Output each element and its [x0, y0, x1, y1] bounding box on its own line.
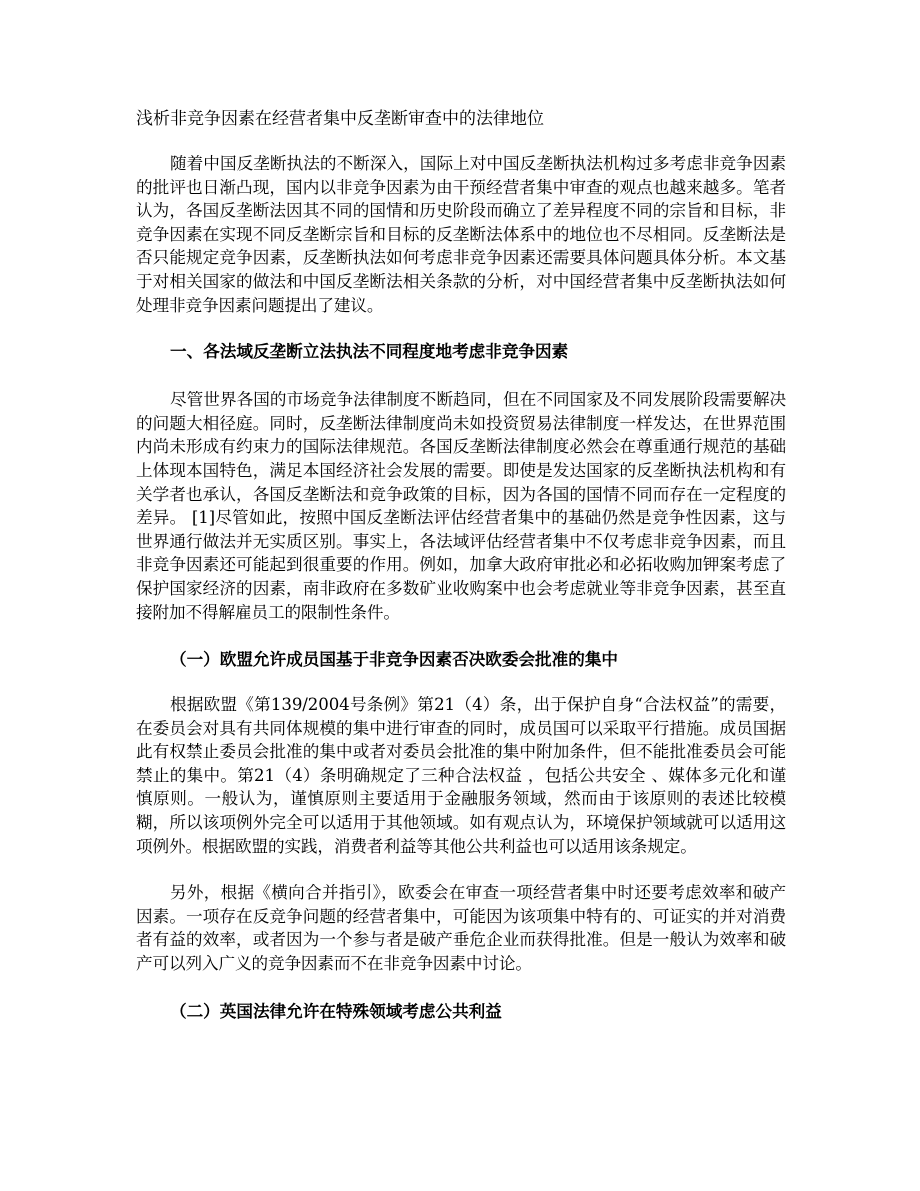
- subsection-1-paragraph-1: 根据欧盟《第139/2004号条例》第21（4）条，出于保护自身“合法权益”的需要，在委员会对具有共同体规模的集中进行审查的同时，成员国可以采取平行措施。成员国据此有权禁止委员会批准的集中或者对委员会批准的集中附加条件，但不能批准委员会可能禁止的集中。第21（4）条明确规定了三种合法权益 ，包括公共安全 、媒体多元化和谨慎原则。一般认为，谨慎原则主要适用于金融服务领域，然而由于该原则的表述比较模糊，所以该项例外完全可以适用于其他领域。如有观点认为，环境保护领域就可以适用这项例外。根据欧盟的实践，消费者利益等其他公共利益也可以适用该条规定。: [136, 695, 786, 856]
- subsection-1-heading: （一）欧盟允许成员国基于非竞争因素否决欧委会批准的集中: [170, 649, 619, 670]
- section-1-heading: 一、各法域反垄断立法执法不同程度地考虑非竞争因素: [170, 342, 569, 362]
- section-1-paragraph: 尽管世界各国的市场竞争法律制度不断趋同，但在不同国家及不同发展阶段需要解决的问题大相径庭。同时，反垄断法律制度尚未如投资贸易法律制度一样发达，在世界范围内尚未形成有约束力的国际法律规范。各国反垄断法律制度必然会在尊重通行规范的基础上体现本国特色，满足本国经济社会发展的需要。即使是发达国家的反垄断执法机构和有关学者也承认，各国反垄断法和竞争政策的目标，因为各国的国情不同而存在一定程度的差异。 [1]尽管如此，按照中国反垄断法评估经营者集中的基础仍然是竞争性因素，这与世界通行做法并无实质区别。事实上，各法域评估经营者集中不仅考虑非竞争因素，而且非竞争因素还可能起到很重要的作用。例如，加拿大政府审批必和必拓收购加钾案考虑了保护国家经济的因素，南非政府在多数矿业收购案中也会考虑就业等非竞争因素，甚至直接附加不得解雇员工的限制性条件。: [136, 390, 786, 622]
- document-title: 浅析非竞争因素在经营者集中反垄断审查中的法律地位: [136, 109, 544, 129]
- subsection-2-heading: （二）英国法律允许在特殊领域考虑公共利益: [170, 1000, 502, 1021]
- subsection-1-paragraph-2: 另外，根据《横向合并指引》，欧委会在审查一项经营者集中时还要考虑效率和破产因素。一项存在反竞争问题的经营者集中，可能因为该项集中特有的、可证实的并对消费者有益的效率，或者因为一个参与者是破产垂危企业而获得批准。但是一般认为效率和破产可以列入广义的竞争因素而不在非竞争因素中讨论。: [136, 883, 786, 974]
- intro-paragraph: 随着中国反垄断执法的不断深入，国际上对中国反垄断执法机构过多考虑非竞争因素的批评也日渐凸现，国内以非竞争因素为由干预经营者集中审查的观点也越来越多。笔者认为，各国反垄断法因其不同的国情和历史阶段而确立了差异程度不同的宗旨和目标，非竞争因素在实现不同反垄断宗旨和目标的反垄断法体系中的地位也不尽相同。反垄断法是否只能规定竞争因素，反垄断执法如何考虑非竞争因素还需要具体问题具体分析。本文基于对相关国家的做法和中国反垄断法相关条款的分析，对中国经营者集中反垄断执法如何处理非竞争因素问题提出了建议。: [136, 154, 786, 315]
- document-page: [136, 106, 786, 1045]
